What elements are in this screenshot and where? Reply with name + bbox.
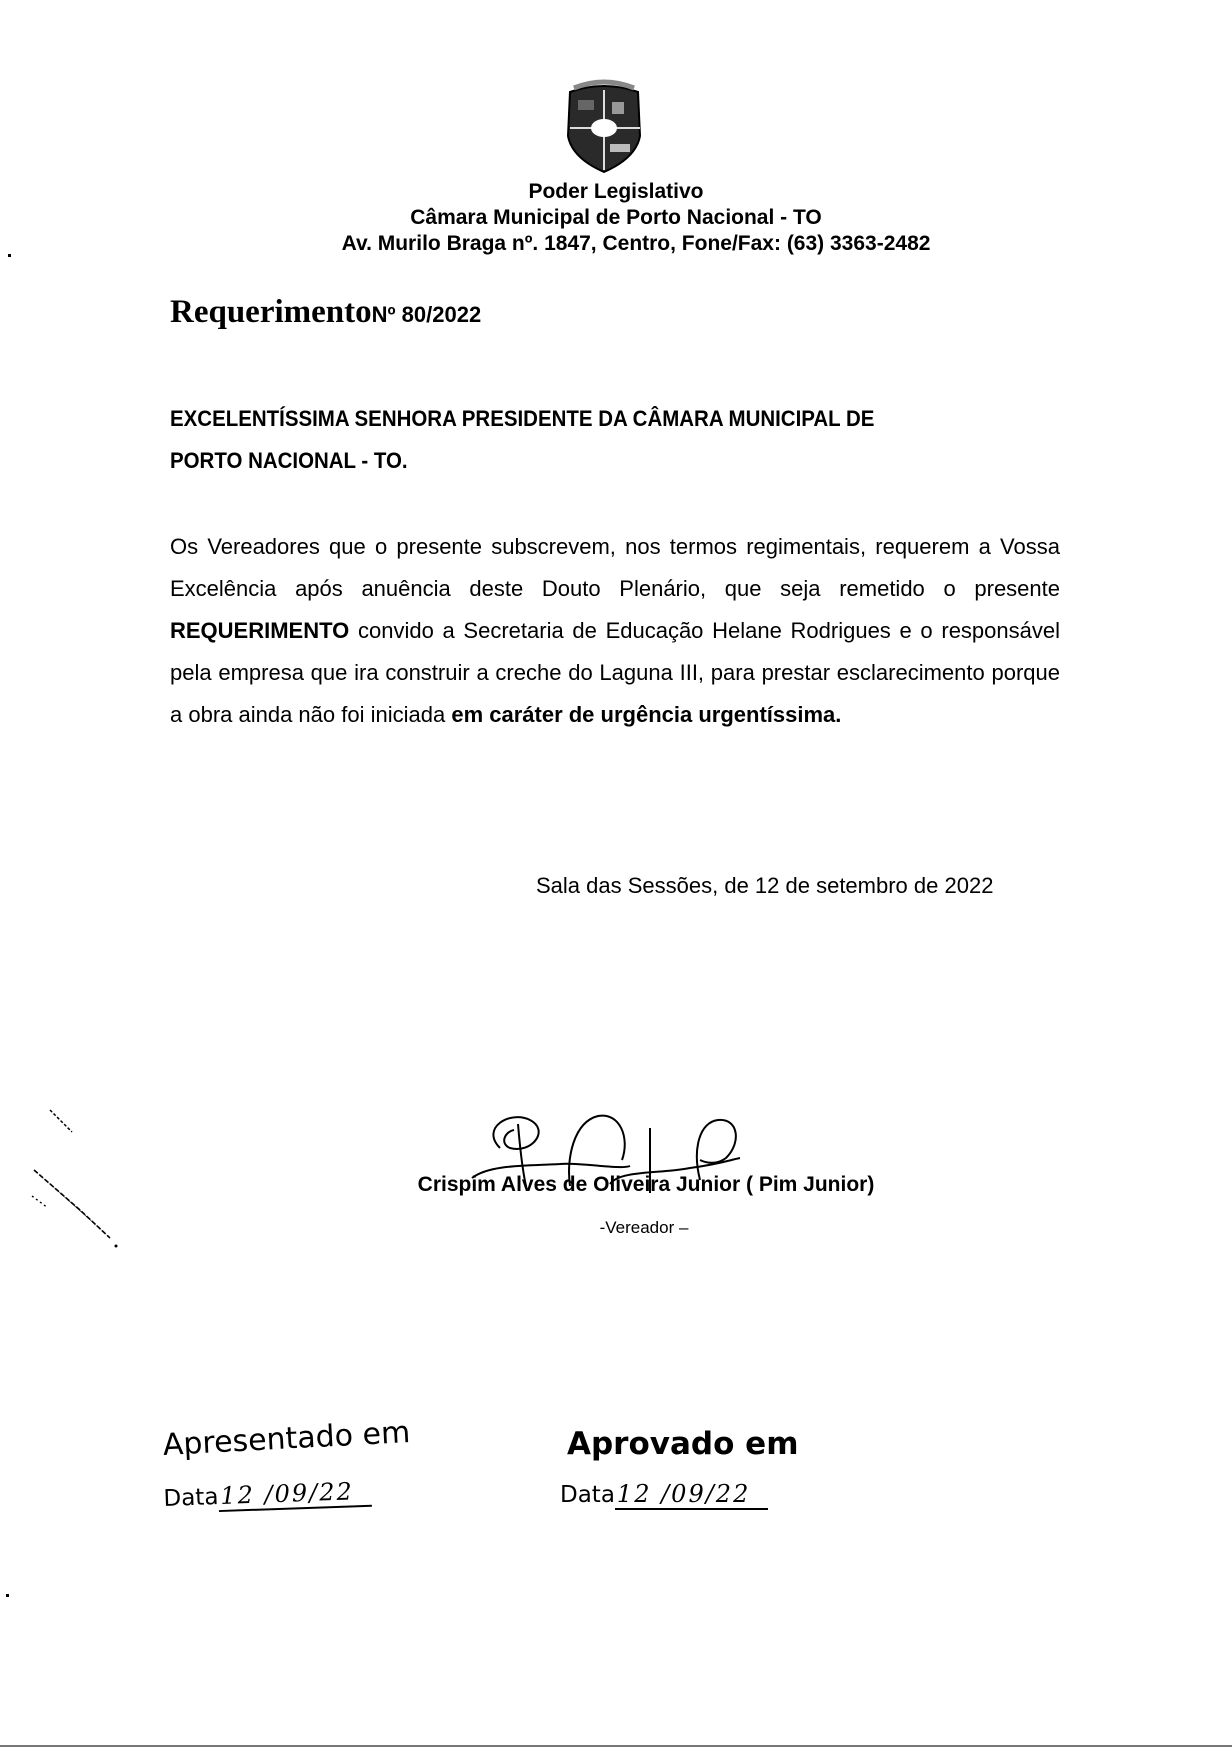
stamp-presented-date-label: Data [163,1484,219,1512]
document-title [170,294,481,331]
addressee-line-2: PORTO NACIONAL - TO. [170,448,408,473]
scan-speck [6,1594,9,1597]
stamp-approved-date-value: 12 /09/22 [615,1480,768,1510]
header-address: Av. Murilo Braga nº. 1847, Centro, Fone/Fax: (63) 3363-2482 [341,232,931,255]
header-legislative-power: Poder Legislativo [528,180,704,203]
addressee-line-1: EXCELENTÍSSIMA SENHORA PRESIDENTE DA CÂMARA MUNICIPAL DE [170,406,875,431]
body-bold-urgency: em caráter de urgência urgentíssima [451,702,836,727]
stamp-presented-date [163,1477,372,1514]
stamp-presented-date-value: 12 /09/22 [218,1477,372,1512]
document-title-word: Requerimento [170,294,372,330]
body-text-part-3: . [835,702,842,727]
document-number: Nº 80/2022 [371,302,482,327]
page-bottom-edge [0,1745,1232,1747]
signer-role: -Vereador – [599,1218,689,1237]
body-text-part-2: convido a Secretaria de Educação Helane Rodrigues e o responsável pela empresa que ira construir a creche do Laguna III, para prestar esclarecimento porque a obra ainda não foi iniciada [170,618,1060,727]
closing-place-date: Sala das Sessões, de 12 de setembro de 2022 [536,873,994,898]
scan-speck [8,254,11,257]
header-chamber-name: Câmara Municipal de Porto Nacional - TO [410,206,822,229]
stamp-approved-date-label: Data [560,1482,615,1508]
signer-name: Crispim Alves de Oliveira Junior ( Pim Junior) [417,1173,875,1196]
stamp-presented-title: Apresentado em [162,1415,412,1463]
stamp-approved-title: Aprovado em [567,1426,799,1462]
stamp-approved-date [560,1480,768,1510]
addressee [170,398,998,482]
body-text-part-1: Os Vereadores que o presente subscrevem, nos termos regimentais, requerem a Vossa Excelência após anuência deste Douto Plenário, que seja remetido o presente [170,534,1060,601]
municipal-coat-of-arms-icon [556,78,652,174]
scan-artifact-marks [30,1100,130,1250]
request-body [170,526,1060,736]
body-bold-requerimento: REQUERIMENTO [170,618,350,643]
